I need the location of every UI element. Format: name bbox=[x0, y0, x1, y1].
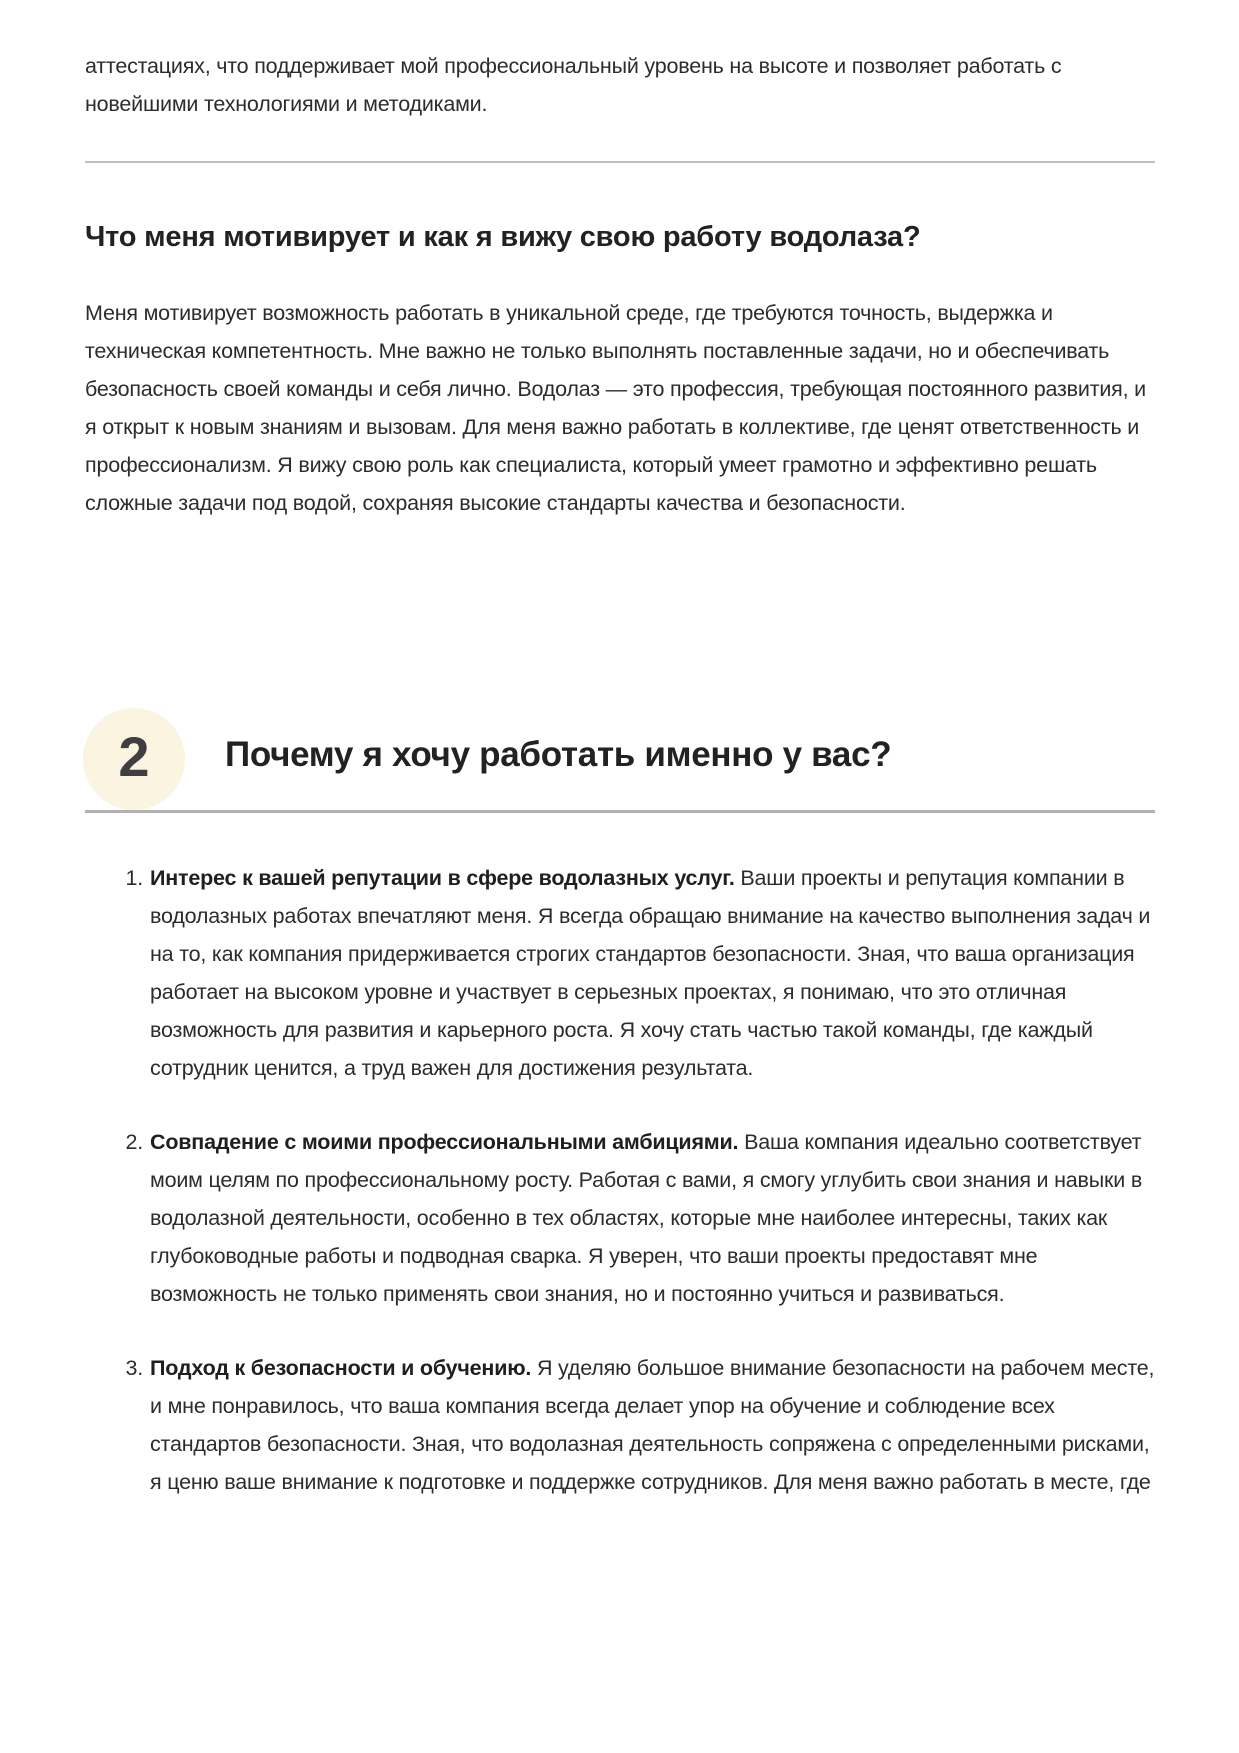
section-2-title: Почему я хочу работать именно у вас? bbox=[225, 735, 892, 774]
intro-paragraph: аттестациях, что поддерживает мой профессиональный уровень на высоте и позволяет работать с новейшими технологиями и методиками. bbox=[85, 54, 1062, 116]
list-item-body: Ваши проекты и репутация компании в водолазных работах впечатляют меня. Я всегда обращаю внимание на качество выполнения задач и на то, как компания придерживается строгих стандартов безопасности. Зная, что ваша организация работает на высоком уровне и участвует в серьезных проектах, я понимаю, что это отличная возможность для развития и карьерного роста. Я хочу стать частью такой команды, где каждый сотрудник ценится, а труд важен для достижения результата. bbox=[150, 866, 1151, 1080]
list-item bbox=[85, 1349, 1155, 1501]
list-item-number: 2. bbox=[125, 1130, 143, 1154]
list-item-number: 1. bbox=[125, 866, 143, 890]
list-item bbox=[85, 859, 1155, 1087]
list-item-body: Ваша компания идеально соответствует моим целям по профессиональному росту. Работая с вами, я смогу углубить свои знания и навыки в водолазной деятельности, особенно в тех областях, которые мне наиболее интересны, таких как глубоководные работы и подводная сварка. Я уверен, что ваши проекты предоставят мне возможность не только применять свои знания, но и постоянно учиться и развиваться. bbox=[150, 1130, 1143, 1306]
list-item-lead: Подход к безопасности и обучению. bbox=[150, 1356, 532, 1380]
section-number-badge bbox=[83, 708, 185, 810]
section-title-divider bbox=[85, 810, 1155, 813]
list-item bbox=[85, 1123, 1155, 1313]
list-item-body: Я уделяю большое внимание безопасности на рабочем месте, и мне понравилось, что ваша компания всегда делает упор на обучение и соблюдение всех стандартов безопасности. Зная, что водолазная деятельность сопряжена с определенными рисками, я ценю ваше внимание к подготовке и поддержке сотрудников. Для меня важно работать в месте, где bbox=[150, 1356, 1155, 1494]
motivation-paragraph: Меня мотивирует возможность работать в уникальной среде, где требуются точность, выдержка и техническая компетентность. Мне важно не только выполнять поставленные задачи, но и обеспечивать безопасность своей команды и себя лично. Водолаз — это профессия, требующая постоянного развития, и я открыт к новым знаниям и вызовам. Для меня важно работать в коллективе, где ценят ответственность и профессионализм. Я вижу свою роль как специалиста, который умеет грамотно и эффективно решать сложные задачи под водой, сохраняя высокие стандарты качества и безопасности. bbox=[85, 301, 1146, 515]
list-item-lead: Совпадение с моими профессиональными амбициями. bbox=[150, 1130, 739, 1154]
list-item-lead: Интерес к вашей репутации в сфере водолазных услуг. bbox=[150, 866, 735, 890]
section-divider bbox=[85, 161, 1155, 163]
motivation-heading: Что меня мотивирует и как я вижу свою работу водолаза? bbox=[85, 221, 921, 253]
section-number: 2 bbox=[118, 725, 150, 788]
list-item-number: 3. bbox=[125, 1356, 143, 1380]
section-2-header bbox=[85, 708, 1155, 810]
reasons-list bbox=[85, 859, 1155, 1501]
